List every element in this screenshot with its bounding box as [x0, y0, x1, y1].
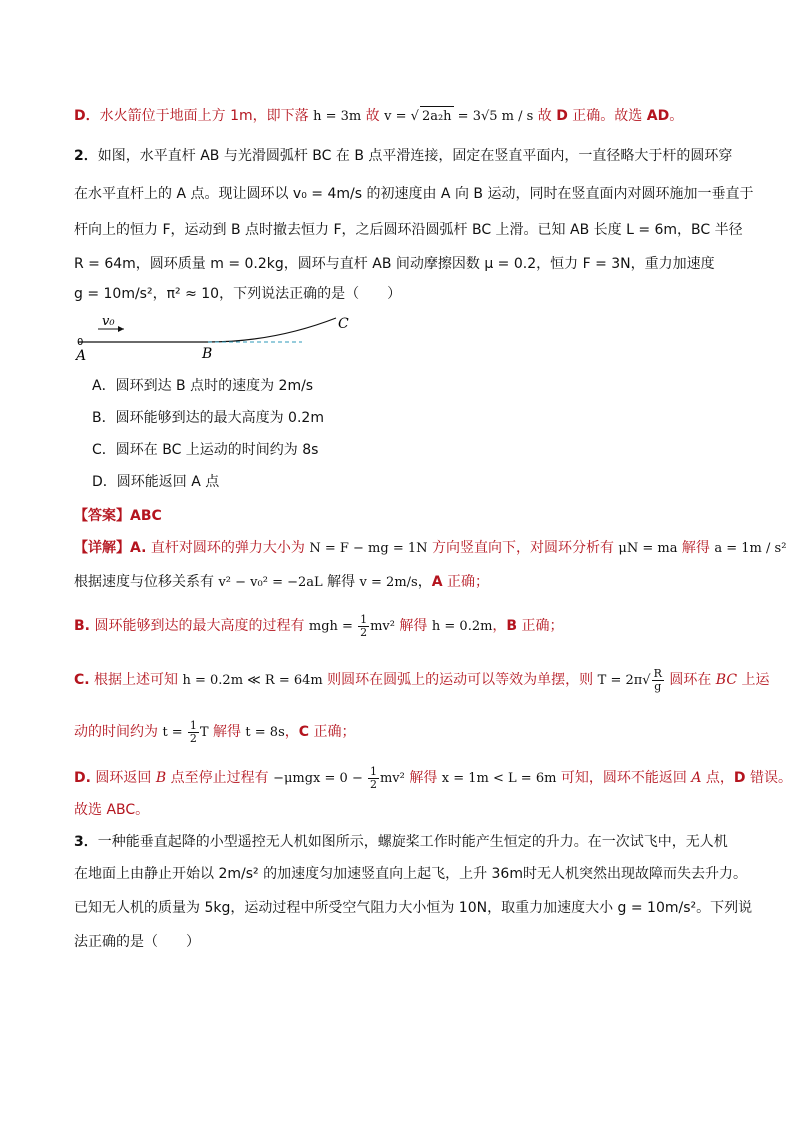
- fraction-num: 1: [189, 719, 197, 732]
- option-b: B．圆环能够到达的最大高度为 0.2m: [92, 410, 324, 426]
- q3-text: 一种能垂直起降的小型遥控无人机如图所示，螺旋桨工作时能产生恒定的升力。在一次试飞中，无人机: [97, 834, 728, 850]
- q2-text: 如图，水平直杆 AB 与光滑圆弧杆 BC 在 B 点平滑连接，固定在竖直平面内，一直径略大于杆的圆环穿: [97, 148, 733, 164]
- option-c: C．圆环在 BC 上运动的时间约为 8s: [92, 442, 319, 458]
- label-c: C: [338, 316, 349, 332]
- q2-line-5: g = 10m/s²，π² ≈ 10，下列说法正确的是（ ）: [74, 286, 402, 302]
- eq-part: mv²: [370, 619, 395, 634]
- explain-label-b: B: [506, 618, 518, 634]
- explain-label-c: C: [298, 724, 310, 740]
- explain-eq: t = 8s: [245, 725, 285, 740]
- explain-eq: a = 1m / s²: [714, 541, 787, 556]
- explain-label-a: A: [431, 574, 443, 590]
- explain-text: 方向竖直向下，对圆环分析有: [427, 540, 619, 556]
- explain-text: 圆环在: [664, 672, 716, 688]
- explain-d-label: D.: [74, 770, 91, 786]
- explain-b-label: B.: [74, 618, 90, 634]
- explain-text: 解得: [394, 618, 432, 634]
- eq-part: t =: [162, 725, 187, 740]
- q1-text: 故: [533, 108, 557, 124]
- explain-text: 正确；: [309, 724, 356, 740]
- explain-eq: v² − v₀² = −2aL: [218, 575, 323, 590]
- q1-text: 正确。故选: [567, 108, 647, 124]
- fraction-num: 1: [360, 613, 368, 626]
- explain-text: 点，: [701, 770, 734, 786]
- q1-eq-h: h = 3m: [313, 109, 362, 124]
- explain-text: 圆环返回: [90, 770, 156, 786]
- q1-answer: AD: [646, 108, 670, 124]
- rod-diagram: [74, 312, 364, 364]
- explain-eq: [162, 719, 209, 745]
- label-a: A: [76, 348, 87, 364]
- fraction-den: 2: [360, 626, 368, 639]
- explain-text: 解得: [208, 724, 246, 740]
- fraction: [368, 766, 379, 791]
- fraction: [652, 668, 664, 693]
- q2-line-2: 在水平直杆上的 A 点。现让圆环以 v₀ = 4m/s 的初速度由 A 向 B 运动，同时在竖直面内对圆环施加一垂直于: [74, 186, 754, 202]
- explain-eq: N = F − mg = 1N: [309, 541, 428, 556]
- explain-label: 【详解】: [74, 540, 130, 556]
- explain-eq: v = 2m/s: [359, 575, 418, 590]
- explain-text: ，: [417, 574, 432, 590]
- explain-text: ，: [492, 618, 507, 634]
- q1-text: 。: [669, 108, 684, 124]
- answer-line: [74, 506, 162, 526]
- explain-eq: x = 1m < L = 6m: [441, 771, 557, 786]
- explain-text: 解得: [322, 574, 360, 590]
- q2-number: 2．: [74, 148, 98, 164]
- q3-line-3: 已知无人机的质量为 5kg，运动过程中所受空气阻力大小恒为 10N，取重力加速度大小 g = 10m/s²。下列说: [74, 900, 753, 916]
- q3-line-4: 法正确的是（ ）: [74, 934, 200, 950]
- explain-a-line-1: [74, 538, 786, 559]
- fraction: [358, 614, 369, 639]
- explain-text: ，: [284, 724, 299, 740]
- explain-text: 错误。: [745, 770, 792, 786]
- label-b: B: [202, 346, 213, 362]
- answer-value: ABC: [130, 508, 162, 524]
- q1-option-label: D．: [74, 108, 100, 124]
- eq-part: T: [199, 725, 209, 740]
- q1-eq-v-rhs: = 3√5 m / s: [453, 109, 534, 124]
- q2-line-4: R = 64m，圆环质量 m = 0.2kg，圆环与直杆 AB 间动摩擦因数 μ = 0.2，恒力 F = 3N，重力加速度: [74, 256, 715, 272]
- q3-line-1: [74, 832, 728, 852]
- option-d: D．圆环能返回 A 点: [92, 474, 220, 490]
- explain-eq: h = 0.2m ≪ R = 64m: [182, 673, 323, 688]
- arc-bc: [208, 318, 336, 342]
- explain-text: 可知，圆环不能返回: [556, 770, 692, 786]
- explain-text: 正确；: [517, 618, 564, 634]
- explain-text: BC: [715, 672, 738, 688]
- explain-b-line: [74, 614, 564, 639]
- explain-text: 直杆对圆环的弹力大小为: [146, 540, 310, 556]
- explain-a-label: A.: [130, 540, 147, 556]
- explain-eq: T = 2π√ $\frac{R}{g}$: [597, 667, 662, 693]
- fraction-den: 2: [369, 778, 377, 791]
- explain-eq: [273, 765, 405, 791]
- explain-eq: h = 0.2m: [431, 619, 493, 634]
- explain-a-line-2: [74, 572, 489, 593]
- explain-c-label: C.: [74, 672, 90, 688]
- explain-text: 上运: [737, 672, 770, 688]
- explain-eq: μN = ma: [618, 541, 678, 556]
- fraction-num: 1: [369, 765, 377, 778]
- q1-text: 故: [361, 108, 385, 124]
- label-zero: 0: [77, 337, 84, 348]
- explain-text: 正确；: [442, 574, 489, 590]
- option-a: A．圆环到达 B 点时的速度为 2m/s: [92, 378, 314, 394]
- q1-eq-v-lhs: v =: [384, 109, 411, 124]
- velocity-arrowhead: [118, 326, 124, 332]
- q2-line-3: 杆向上的恒力 F，运动到 B 点时撤去恒力 F，之后圆环沿圆弧杆 BC 上滑。已知 AB 长度 L = 6m，BC 半径: [74, 222, 743, 238]
- fraction-den: g: [654, 680, 662, 693]
- q3-number: 3．: [74, 834, 98, 850]
- fraction-num: R: [653, 667, 662, 680]
- explain-c-line-2: [74, 720, 355, 745]
- explain-text: 动的时间约为: [74, 724, 163, 740]
- explain-eq: [308, 613, 395, 639]
- q1-eq-v: v = √ 2a₂h = 3√5 m / s: [384, 109, 533, 124]
- q1-tail-line: [74, 106, 683, 127]
- eq-part: mgh =: [308, 619, 358, 634]
- q1-eq-v-root: 2a₂h: [420, 106, 454, 127]
- answer-label: 【答案】: [74, 508, 130, 524]
- q1-text: 水火箭位于地面上方 1m，即下落: [99, 108, 314, 124]
- explain-text: 圆环能够到达的最大高度的过程有: [90, 618, 309, 634]
- eq-part: T = 2π: [597, 673, 643, 688]
- explain-d-line: [74, 766, 792, 791]
- label-v0: v₀: [102, 314, 115, 329]
- explain-text: 根据上述可知: [89, 672, 183, 688]
- fraction: [188, 720, 199, 745]
- explain-text: B: [155, 770, 167, 786]
- eq-part: mv²: [379, 771, 405, 786]
- explain-text: 点至停止过程有: [166, 770, 274, 786]
- fraction-den: 2: [189, 732, 197, 745]
- eq-part: −μmgx = 0 −: [273, 771, 367, 786]
- q1-d-label: D: [556, 108, 568, 124]
- explain-conclusion: 故选 ABC。: [74, 802, 150, 818]
- explain-text: 根据速度与位移关系有: [74, 574, 219, 590]
- q3-line-2: 在地面上由静止开始以 2m/s² 的加速度匀加速竖直向上起飞，上升 36m时无人机突然出现故障而失去升力。: [74, 866, 747, 882]
- explain-text: 解得: [677, 540, 715, 556]
- explain-label-d: D: [733, 770, 746, 786]
- explain-c-line-1: [74, 668, 770, 693]
- q2-line-1: [74, 146, 732, 166]
- explain-text: 解得: [404, 770, 442, 786]
- explain-text: A: [691, 770, 702, 786]
- explain-text: 则圆环在圆弧上的运动可以等效为单摆，则: [322, 672, 598, 688]
